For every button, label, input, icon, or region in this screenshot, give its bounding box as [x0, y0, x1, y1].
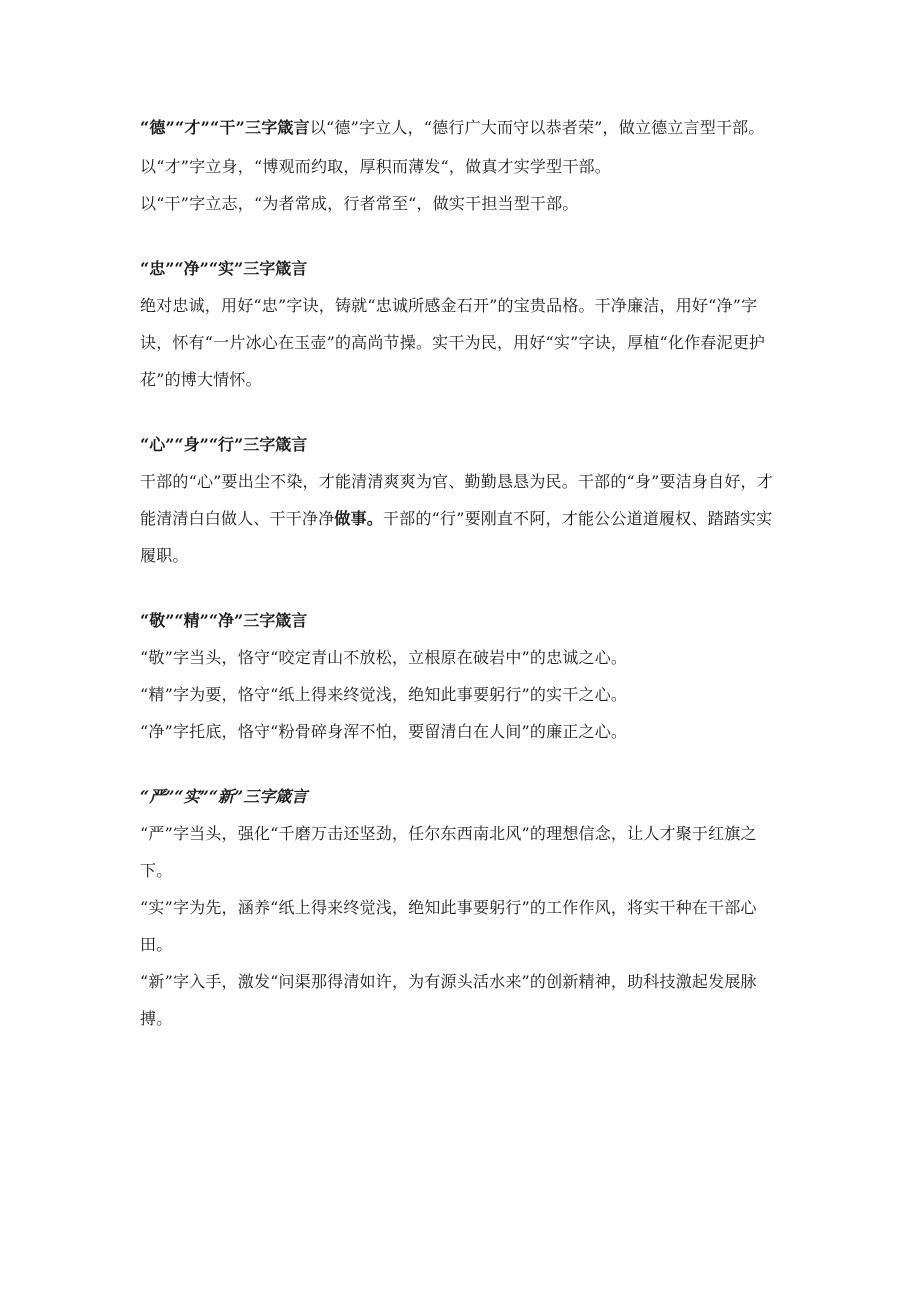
section-1-paragraph-2: 以“才”字立身，“博观而约取，厚积而薄发“，做真才实学型干部。 — [140, 157, 611, 176]
section-1-first-paragraph — [140, 116, 780, 140]
section-4-heading: “敬”“精”“净”三字箴言 — [140, 611, 308, 630]
section-5-paragraph-1: “严”字当头，强化“千磨万击还坚劲，任尔东西南北风”的理想信念，让人才聚于红旗之下。 — [140, 824, 757, 880]
section-1-paragraph-3: 以“干”字立志，“为者常成，行者常至“，做实干担当型干部。 — [140, 194, 579, 213]
section-5-paragraph-3: “新”字入手，激发“问渠那得清如许，为有源头活水来”的创新精神，助科技激起发展脉搏。 — [140, 972, 757, 1028]
section-5-paragraph-2: “实”字为先，涵养“纸上得来终觉浅，绝知此事要躬行”的工作作风，将实干种在干部心田。 — [140, 898, 757, 954]
section-5-heading: “严”“实”“新”三字箴言 — [140, 787, 308, 806]
section-3-paragraph-1 — [140, 463, 780, 574]
section-2-paragraph-1: 绝对忠诚，用好“忠”字诀，铸就“忠诚所感金石开”的宝贵品格。干净廉洁，用好“净”字诀，怀有“一片冰心在玉壶”的高尚节操。实干为民，用好“实”字诀，厚植“化作春泥更护花”的博大情怀。 — [140, 296, 766, 389]
document-body — [140, 116, 780, 1037]
section-4-paragraph-3: “净”字托底，恪守“粉骨碎身浑不怕，要留清白在人间”的廉正之心。 — [140, 722, 628, 741]
section-yan-shi-xin — [140, 778, 780, 1037]
section-2-heading: “忠”“净”“实”三字箴言 — [140, 259, 308, 278]
section-3-text-a: 干部的“心”要出尘不染，才能清清爽爽为官、勤勤恳恳为民。干部的“身”要洁身自好，才能清清白白做人、干干净净 — [140, 472, 773, 528]
section-3-text-b: 干部的“行”要刚直不阿，才能公公道道履权、踏踏实实履职。 — [140, 509, 773, 565]
section-jing-jing-jing — [140, 602, 780, 750]
section-xin-shen-xing — [140, 426, 780, 574]
section-4-paragraph-1: “敬”字当头，恪守“咬定青山不放松，立根原在破岩中”的忠诚之心。 — [140, 648, 628, 667]
section-1-heading: “德”“才”“干”三字箴言 — [140, 118, 310, 137]
section-3-heading: “心”“身”“行”三字箴言 — [140, 435, 308, 454]
section-3-text-bold: 做事。 — [334, 509, 384, 528]
section-zhong-jing-shi — [140, 250, 780, 398]
section-4-paragraph-2: “精”字为要，恪守“纸上得来终觉浅，绝知此事要躬行”的实干之心。 — [140, 685, 628, 704]
section-1-intro: 以“德”字立人，“德行广大而守以恭者荣”，做立德立言型干部。 — [309, 118, 765, 137]
section-de-cai-gan — [140, 116, 780, 222]
